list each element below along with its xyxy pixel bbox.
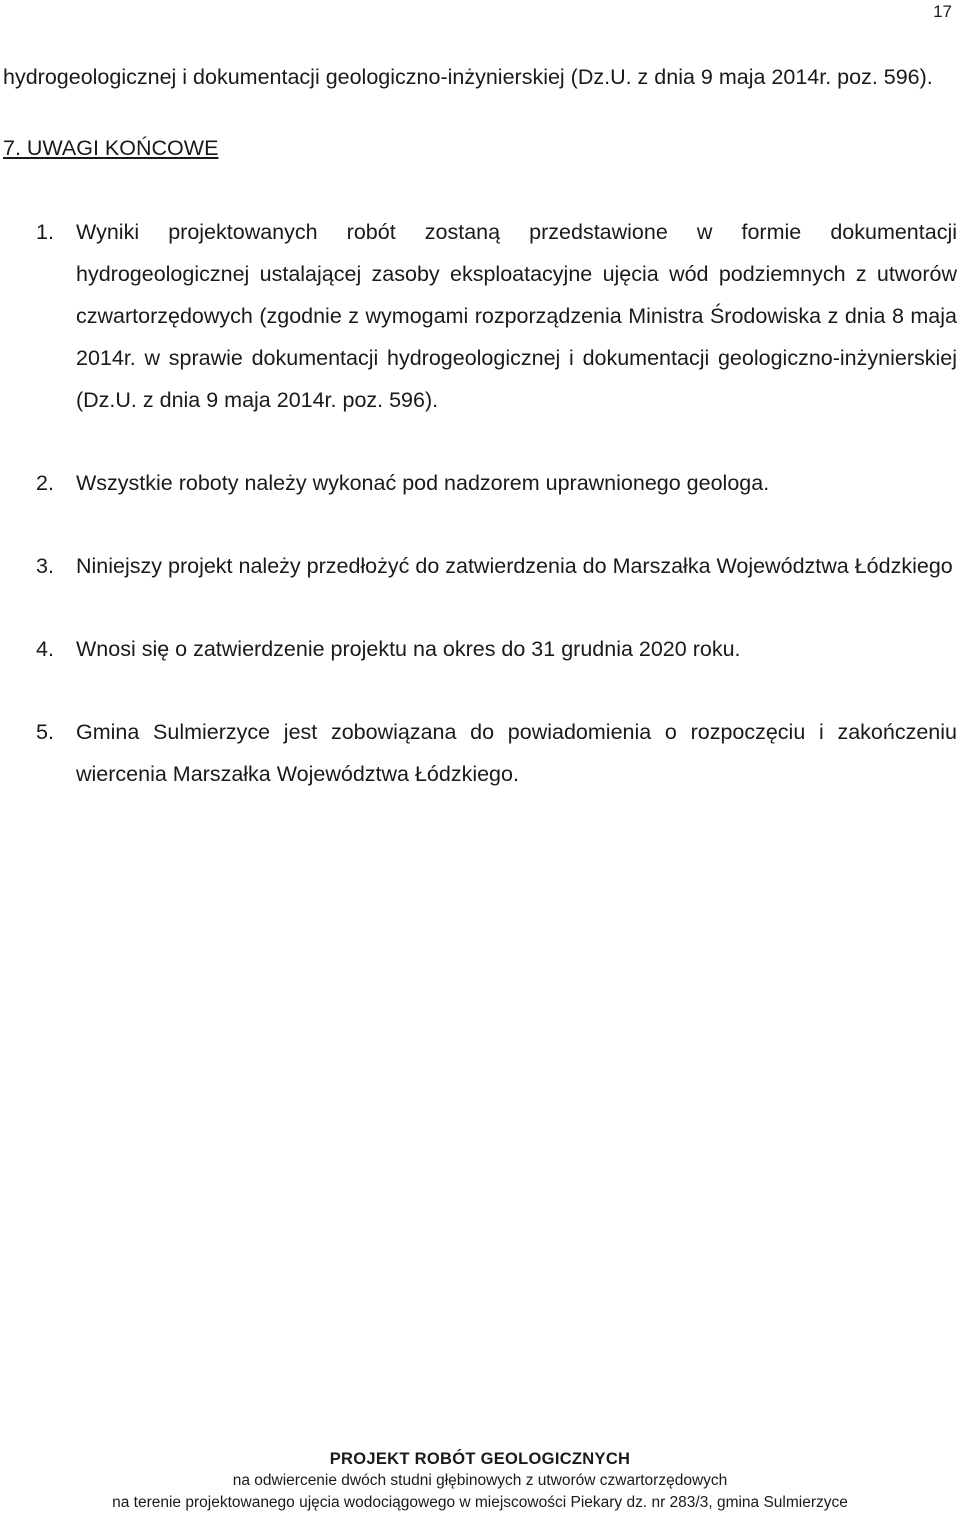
list-item-number: 3. <box>36 554 54 578</box>
footer-line-1: na odwiercenie dwóch studni głębinowych z utworów czwartorzędowych <box>232 1472 728 1489</box>
list-item-text: Niniejszy projekt należy przedłożyć do zatwierdzenia do Marszałka Województwa Łódzkiego <box>76 554 953 578</box>
footer-title: PROJEKT ROBÓT GEOLOGICZNYCH <box>329 1450 631 1468</box>
list-item-number: 5. <box>36 720 54 744</box>
page-number: 17 <box>933 2 952 21</box>
list-item <box>3 211 958 421</box>
section-heading: 7. UWAGI KOŃCOWE <box>3 136 219 160</box>
document-body <box>3 56 958 836</box>
list-item-text: Wyniki projektowanych robót zostaną przedstawione w formie dokumentacji hydrogeologicznej ustalającej zasoby eksploatacyjne ujęcia wód podziemnych z utworów czwartorzędowych (zgodnie z wymogami rozporządzenia Ministra Środowiska z dnia 8 maja 2014r. w sprawie dokumentacji hydrogeologicznej i dokumentacji geologiczno-inżynierskiej (Dz.U. z dnia 9 maja 2014r. poz. 596). <box>76 220 957 412</box>
list-item <box>3 711 958 795</box>
list-item <box>3 628 958 670</box>
list-item-text: Gmina Sulmierzyce jest zobowiązana do powiadomienia o rozpoczęciu i zakończeniu wiercenia Marszałka Województwa Łódzkiego. <box>76 720 957 786</box>
list-item-text: Wnosi się o zatwierdzenie projektu na okres do 31 grudnia 2020 roku. <box>76 637 741 661</box>
list-item-number: 1. <box>36 220 54 244</box>
list-item-number: 4. <box>36 637 54 661</box>
list-item <box>3 545 958 587</box>
list-item-number: 2. <box>36 471 54 495</box>
list-item-text: Wszystkie roboty należy wykonać pod nadzorem uprawnionego geologa. <box>76 471 770 495</box>
list-item <box>3 462 958 504</box>
intro-paragraph: hydrogeologicznej i dokumentacji geologiczno-inżynierskiej (Dz.U. z dnia 9 maja 2014r. poz. 596). <box>3 65 933 89</box>
page-footer <box>0 1448 960 1514</box>
footer-line-2: na terenie projektowanego ujęcia wodociągowego w miejscowości Piekary dz. nr 283/3, gmina Sulmierzyce <box>112 1494 848 1511</box>
